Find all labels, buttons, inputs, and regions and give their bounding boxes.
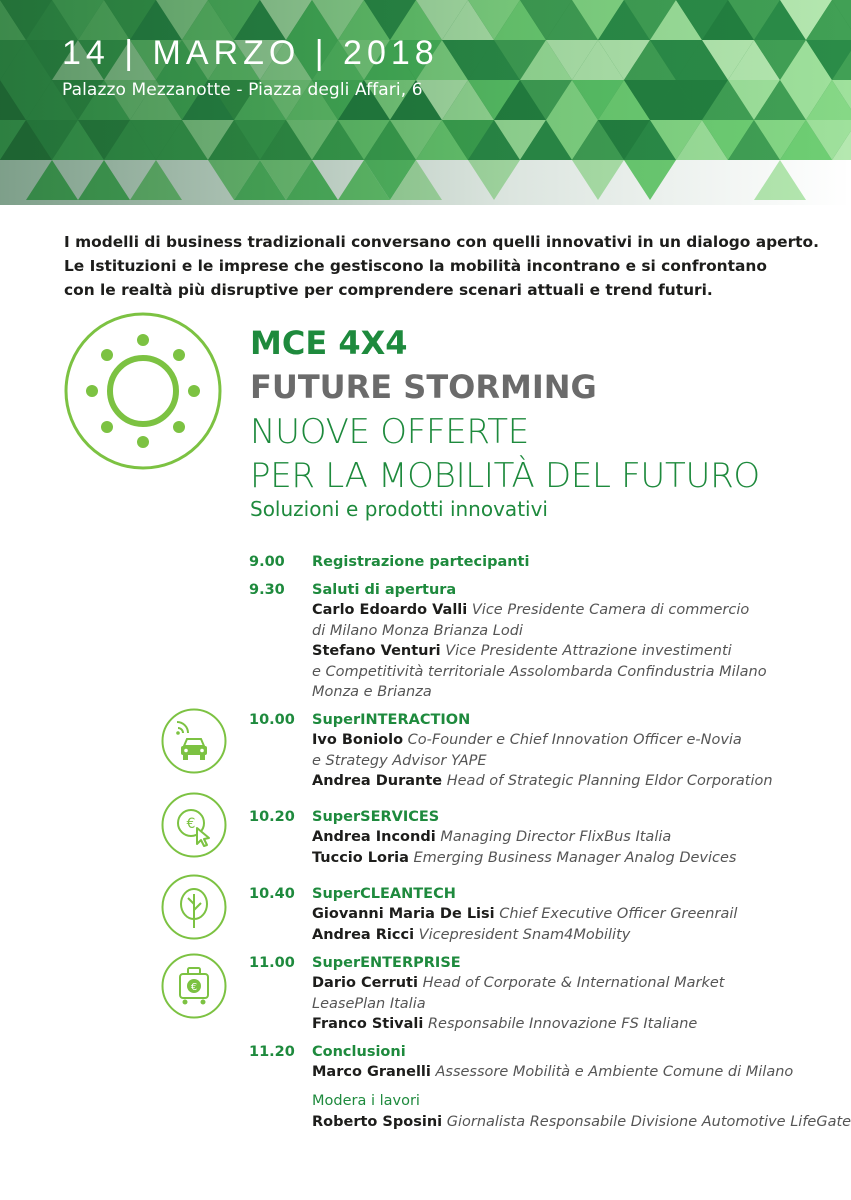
event-subtitle: FUTURE STORMING <box>250 368 597 406</box>
speaker-line <box>312 848 842 869</box>
speaker-name: Carlo Edoardo Valli <box>312 602 468 618</box>
intro-line: con le realtà più disruptive per comprendere scenari attuali e trend futuri. <box>64 281 713 299</box>
euro-suitcase-icon <box>161 953 227 1019</box>
speaker-name: Marco Granelli <box>312 1064 431 1080</box>
speaker-line <box>312 1062 842 1083</box>
speaker-line <box>312 600 842 621</box>
slot-time: 9.30 <box>249 582 285 598</box>
slot-time: 11.00 <box>249 955 295 971</box>
speaker-role: e Strategy Advisor YAPE <box>312 752 487 769</box>
speaker-role: Head of Strategic Planning Eldor Corporation <box>446 773 773 789</box>
speaker-list <box>312 1062 842 1083</box>
slot-title: SuperINTERACTION <box>312 712 471 728</box>
speaker-role: di Milano Monza Brianza Lodi <box>312 622 523 639</box>
event-title-line-2: PER LA MOBILITÀ DEL FUTURO <box>250 456 760 496</box>
slot-title: SuperENTERPRISE <box>312 955 461 971</box>
speaker-line <box>312 1112 851 1133</box>
speaker-role: Vice Presidente Camera di commercio <box>471 602 750 618</box>
speaker-list <box>312 827 842 868</box>
intro-line: Le Istituzioni e le imprese che gestiscono la mobilità incontrano e si confrontano <box>64 257 767 275</box>
slot-time: 10.00 <box>249 712 295 728</box>
slot-time: 11.20 <box>249 1044 295 1060</box>
speaker-line <box>312 771 842 792</box>
moderator-name: Roberto Sposini <box>312 1113 443 1130</box>
speaker-list <box>312 600 842 703</box>
speaker-role: Managing Director FlixBus Italia <box>440 829 672 845</box>
slot-title: Conclusioni <box>312 1044 406 1060</box>
speaker-name: Andrea Ricci <box>312 926 415 943</box>
speaker-name: Dario Cerruti <box>312 975 418 991</box>
event-date: 14 | MARZO | 2018 <box>62 34 439 72</box>
speaker-role: Monza e Brianza <box>312 684 432 700</box>
speaker-role: Responsabile Innovazione FS Italiane <box>427 1016 698 1032</box>
moderator-label: Modera i lavori <box>312 1093 420 1109</box>
event-venue: Palazzo Mezzanotte - Piazza degli Affari, 6 <box>62 80 423 100</box>
slot-title: Saluti di apertura <box>312 582 457 598</box>
intro-text <box>64 230 834 302</box>
speaker-role: Vicepresident Snam4Mobility <box>418 926 631 943</box>
speaker-role: Head of Corporate & International Market <box>422 975 725 991</box>
slot-time: 10.20 <box>249 809 295 825</box>
speaker-list <box>312 730 842 792</box>
speaker-line <box>312 827 842 848</box>
speaker-name: Franco Stivali <box>312 1016 424 1032</box>
connected-car-icon <box>161 708 227 774</box>
speaker-name: Andrea Incondi <box>312 829 436 845</box>
speaker-role: Emerging Business Manager Analog Devices <box>413 849 737 866</box>
intro-line: I modelli di business tradizionali conversano con quelli innovativi in un dialogo aperto. <box>64 233 819 251</box>
speaker-role: Co-Founder e Chief Innovation Officer e-Novia <box>407 732 742 748</box>
event-tagline: Soluzioni e prodotti innovativi <box>250 497 548 521</box>
moderator-role: Giornalista Responsabile Divisione Automotive LifeGate <box>446 1113 851 1130</box>
speaker-list <box>312 973 842 1035</box>
speaker-role: e Competitività territoriale Assolombarda Confindustria Milano <box>312 663 767 680</box>
slot-time: 10.40 <box>249 886 295 902</box>
event-title-line-1: NUOVE OFFERTE <box>250 412 529 452</box>
tree-icon <box>161 874 227 940</box>
header-banner <box>0 0 851 205</box>
speaker-list <box>312 904 842 945</box>
slot-time: 9.00 <box>249 554 285 570</box>
geometric-pattern <box>0 0 851 205</box>
speaker-role: LeasePlan Italia <box>312 995 426 1012</box>
speaker-role: Assessore Mobilità e Ambiente Comune di Milano <box>435 1064 794 1080</box>
speaker-role: Chief Executive Officer Greenrail <box>499 906 738 922</box>
speaker-line <box>312 641 842 662</box>
svg-text:€: € <box>190 982 198 993</box>
slot-title: SuperCLEANTECH <box>312 886 456 902</box>
speaker-name: Stefano Venturi <box>312 643 441 659</box>
speaker-line <box>312 973 842 994</box>
speaker-line <box>312 1014 842 1035</box>
speaker-role: Vice Presidente Attrazione investimenti <box>445 643 732 659</box>
speaker-name: Tuccio Loria <box>312 849 409 866</box>
slot-title: SuperSERVICES <box>312 809 440 825</box>
euro-click-icon <box>161 792 227 858</box>
speaker-line <box>312 904 842 925</box>
speaker-name: Giovanni Maria De Lisi <box>312 906 495 922</box>
speaker-line <box>312 925 842 946</box>
speaker-name: Ivo Boniolo <box>312 732 404 748</box>
event-brand: MCE 4X4 <box>250 324 408 362</box>
moderator-block <box>312 1091 851 1132</box>
speaker-name: Andrea Durante <box>312 773 443 789</box>
slot-title: Registrazione partecipanti <box>312 554 530 570</box>
svg-text:€: € <box>186 816 196 832</box>
sun-logo-icon <box>62 310 224 472</box>
speaker-line <box>312 730 842 751</box>
